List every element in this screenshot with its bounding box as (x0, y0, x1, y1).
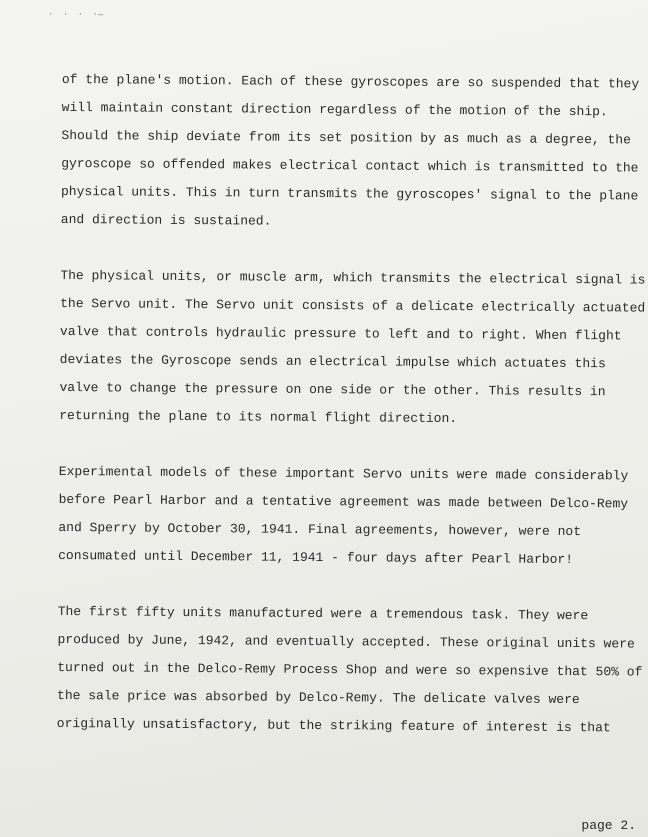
paragraph-3 (58, 458, 629, 574)
text-line: gyroscope so offended makes electrical contact which is transmitted to the (61, 155, 639, 176)
text-line: and Sperry by October 30, 1941. Final agreements, however, were not (58, 519, 582, 540)
corner-mark: · · · ·̶ (48, 10, 106, 20)
text-line: deviates the Gyroscope sends an electrical impulse which actuates this (59, 351, 606, 372)
paragraph-2 (59, 262, 646, 434)
text-line: Should the ship deviate from its set position by as much as a degree, the (61, 127, 631, 148)
text-line: of the plane's motion. Each of these gyroscopes are so suspended that they (61, 71, 640, 92)
paragraph-4 (56, 598, 643, 742)
text-line: valve to change the pressure on one side or the other. This results in (59, 379, 606, 400)
text-line: will maintain constant direction regardless of the motion of the ship. (61, 99, 608, 120)
text-line: consumated until December 11, 1941 - four days after Pearl Harbor! (58, 547, 574, 568)
page-number: page 2. (581, 818, 636, 833)
text-line: produced by June, 1942, and eventually accepted. These original units were (57, 631, 635, 652)
text-line: physical units. This in turn transmits the gyroscopes' signal to the plane (60, 183, 639, 204)
text-line: The first fifty units manufactured were a tremendous task. They were (57, 603, 589, 624)
text-line: and direction is sustained. (60, 211, 272, 229)
text-line: Experimental models of these important Servo units were made considerably (58, 463, 629, 484)
paragraph-1 (60, 66, 640, 238)
text-line: the Servo unit. The Servo unit consists of a delicate electrically actuated (60, 295, 646, 316)
text-line: turned out in the Delco-Remy Process Shop and were so expensive that 50% of (57, 659, 643, 680)
document-body (56, 66, 646, 770)
text-line: the sale price was absorbed by Delco-Remy. The delicate valves were (56, 687, 580, 708)
text-line: The physical units, or muscle arm, which transmits the electrical signal is (60, 267, 646, 288)
text-line: returning the plane to its normal flight direction. (59, 407, 458, 427)
text-line: originally unsatisfactory, but the striking feature of interest is that (56, 715, 611, 736)
text-line: valve that controls hydraulic pressure to left and to right. When flight (59, 323, 622, 344)
text-line: before Pearl Harbor and a tentative agreement was made between Delco-Remy (58, 491, 629, 512)
